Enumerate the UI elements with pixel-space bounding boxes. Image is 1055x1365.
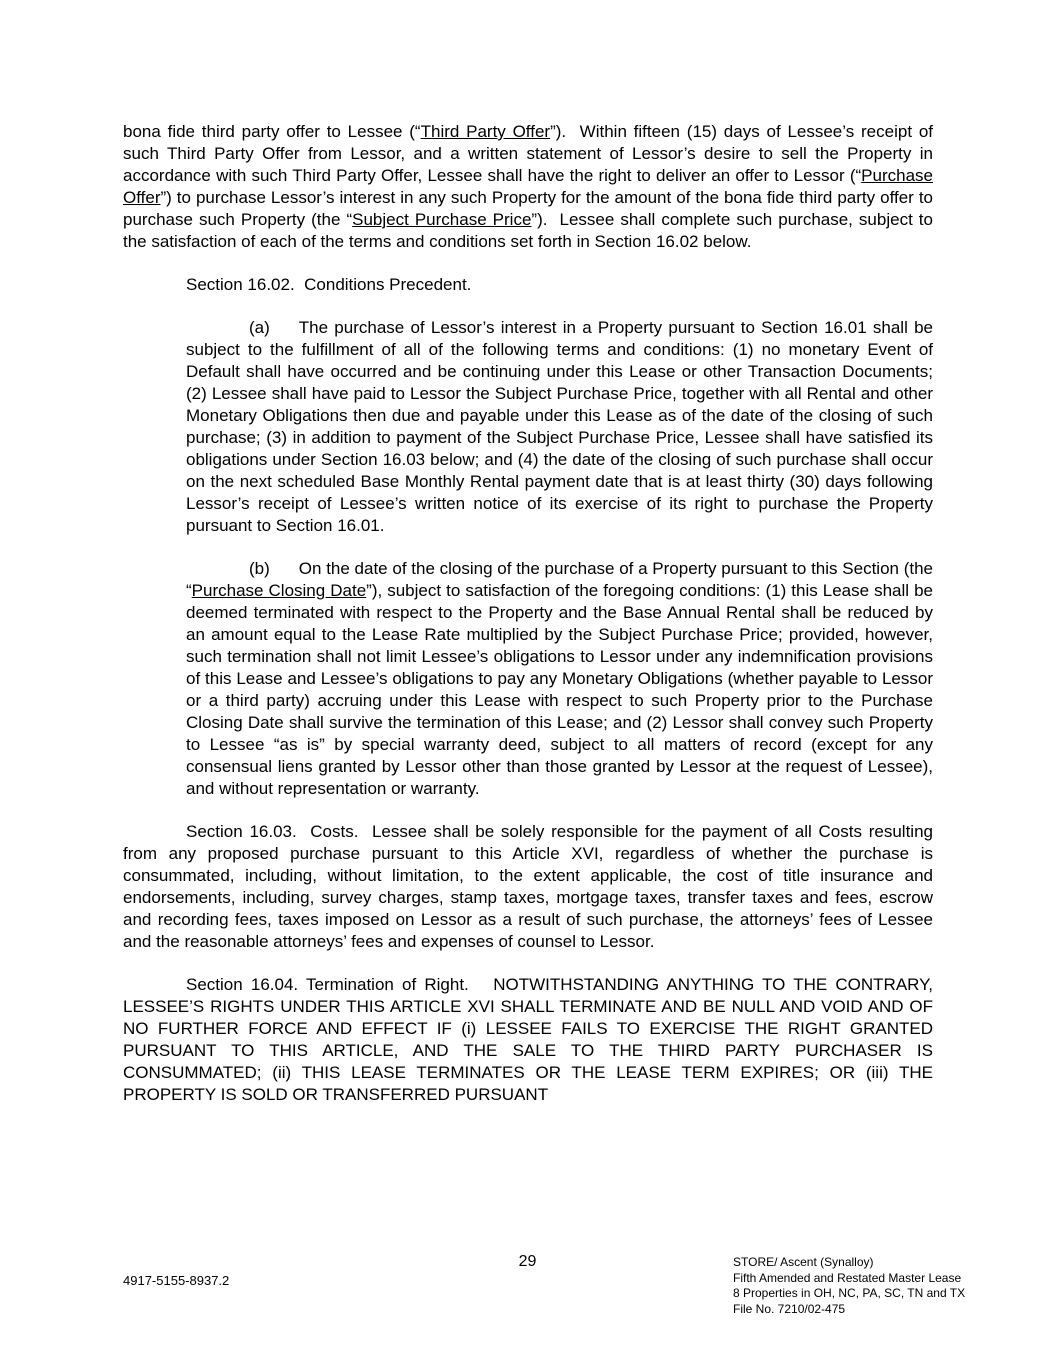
text-segment: ”). Within fifteen (15) days of Lessee’s receipt of such Third Party Offer from Lessor, and a written statement of Lessor’s desire to sell the Property in accordance with such Third Party Offer, Lessee shall have the right to deliver an offer to Lessor (“: [123, 122, 933, 185]
text-segment: ”) to purchase Lessor’s interest in any such Property for the amount of the bona fide third party offer to purchase such Property (the “: [123, 188, 933, 229]
defined-term: Subject Purchase Price: [352, 210, 532, 229]
section-16-03-paragraph: [123, 821, 933, 953]
section-16-02-heading: Section 16.02. Conditions Precedent.: [186, 275, 472, 294]
defined-term: Purchase Closing Date: [191, 581, 367, 600]
text-segment: ”), subject to satisfaction of the foregoing conditions: (1) this Lease shall be deemed terminated with respect to the Property and the Base Annual Rental shall be reduced by an amount equal to the Lease Rate multiplied by the Subject Purchase Price; provided, however, such termination shall not limit Lessee’s obligations to Lessor under any indemnification provisions of this Lease and Lessee’s obligations to pay any Monetary Obligations (whether payable to Lessor or a third party) accruing under this Lease with respect to such Property prior to the Purchase Closing Date shall survive the termination of this Lease; and (2) Lessor shall convey such Property to Lessee “as is” by special warranty deed, subject to all matters of record (except for any consensual liens granted by Lessor other than those granted by Lessor at the request of Lessee), and without representation or warranty.: [186, 581, 933, 798]
text-segment: On the date of the closing of the purchase of a Property pursuant to this Section (the “: [186, 559, 933, 600]
document-control-number: 4917-5155-8937.2: [123, 1273, 230, 1288]
list-marker: (a): [249, 318, 270, 337]
text-segment: ”). Lessee shall complete such purchase, subject to the satisfaction of each of the terms and conditions set forth in Section 16.02 below.: [123, 210, 933, 251]
page-number: 29: [518, 1253, 537, 1270]
paragraph-16-02-a: [186, 317, 933, 537]
defined-term: Third Party Offer: [420, 122, 551, 141]
intro-paragraph: [123, 121, 933, 253]
document-body: [123, 121, 933, 1106]
case-info-line: STORE/ Ascent (Synalloy): [733, 1255, 874, 1269]
case-info-block: [733, 1255, 965, 1317]
list-marker: (b): [249, 559, 270, 578]
text-segment: Section 16.04. Termination of Right. NOTWITHSTANDING ANYTHING TO THE CONTRARY, LESSEE’S RIGHTS UNDER THIS ARTICLE XVI SHALL TERMINATE AND BE NULL AND VOID AND OF NO FURTHER FORCE AND EFFECT IF (i) LESSEE FAILS TO EXERCISE THE RIGHT GRANTED PURSUANT TO THIS ARTICLE, AND THE SALE TO THE THIRD PARTY PURCHASER IS CONSUMMATED; (ii) THIS LEASE TERMINATES OR THE LEASE TERM EXPIRES; OR (iii) THE PROPERTY IS SOLD OR TRANSFERRED PURSUANT: [123, 975, 933, 1104]
text-segment: bona fide third party offer to Lessee (“: [123, 122, 421, 141]
text-segment: Section 16.03. Costs. Lessee shall be solely responsible for the payment of all Costs resulting from any proposed purchase pursuant to this Article XVI, regardless of whether the purchase is consummated, including, without limitation, to the extent applicable, the cost of title insurance and endorsements, including, survey charges, stamp taxes, mortgage taxes, transfer taxes and fees, escrow and recording fees, taxes imposed on Lessor as a result of such purchase, the attorneys’ fees of Lessee and the reasonable attorneys’ fees and expenses of counsel to Lessor.: [123, 822, 933, 951]
paragraph-16-02-b: [186, 558, 933, 800]
case-info-line: 8 Properties in OH, NC, PA, SC, TN and TX: [733, 1286, 966, 1300]
section-16-04-paragraph: [123, 974, 933, 1106]
case-info-line: Fifth Amended and Restated Master Lease: [733, 1270, 962, 1285]
defined-term: Purchase Offer: [123, 166, 933, 207]
text-segment: The purchase of Lessor’s interest in a Property pursuant to Section 16.01 shall be subject to the fulfillment of all of the following terms and conditions: (1) no monetary Event of Default shall have occurred and be continuing under this Lease or other Transaction Documents; (2) Lessee shall have paid to Lessor the Subject Purchase Price, together with all Rental and other Monetary Obligations then due and payable under this Lease as of the date of the closing of such purchase; (3) in addition to payment of the Subject Purchase Price, Lessee shall have satisfied its obligations under Section 16.03 below; and (4) the date of the closing of such purchase shall occur on the next scheduled Base Monthly Rental payment date that is at least thirty (30) days following Lessor’s receipt of Lessee’s written notice of its exercise of its right to purchase the Property pursuant to Section 16.01.: [186, 318, 933, 535]
case-info-line: File No. 7210/02-475: [733, 1301, 846, 1316]
